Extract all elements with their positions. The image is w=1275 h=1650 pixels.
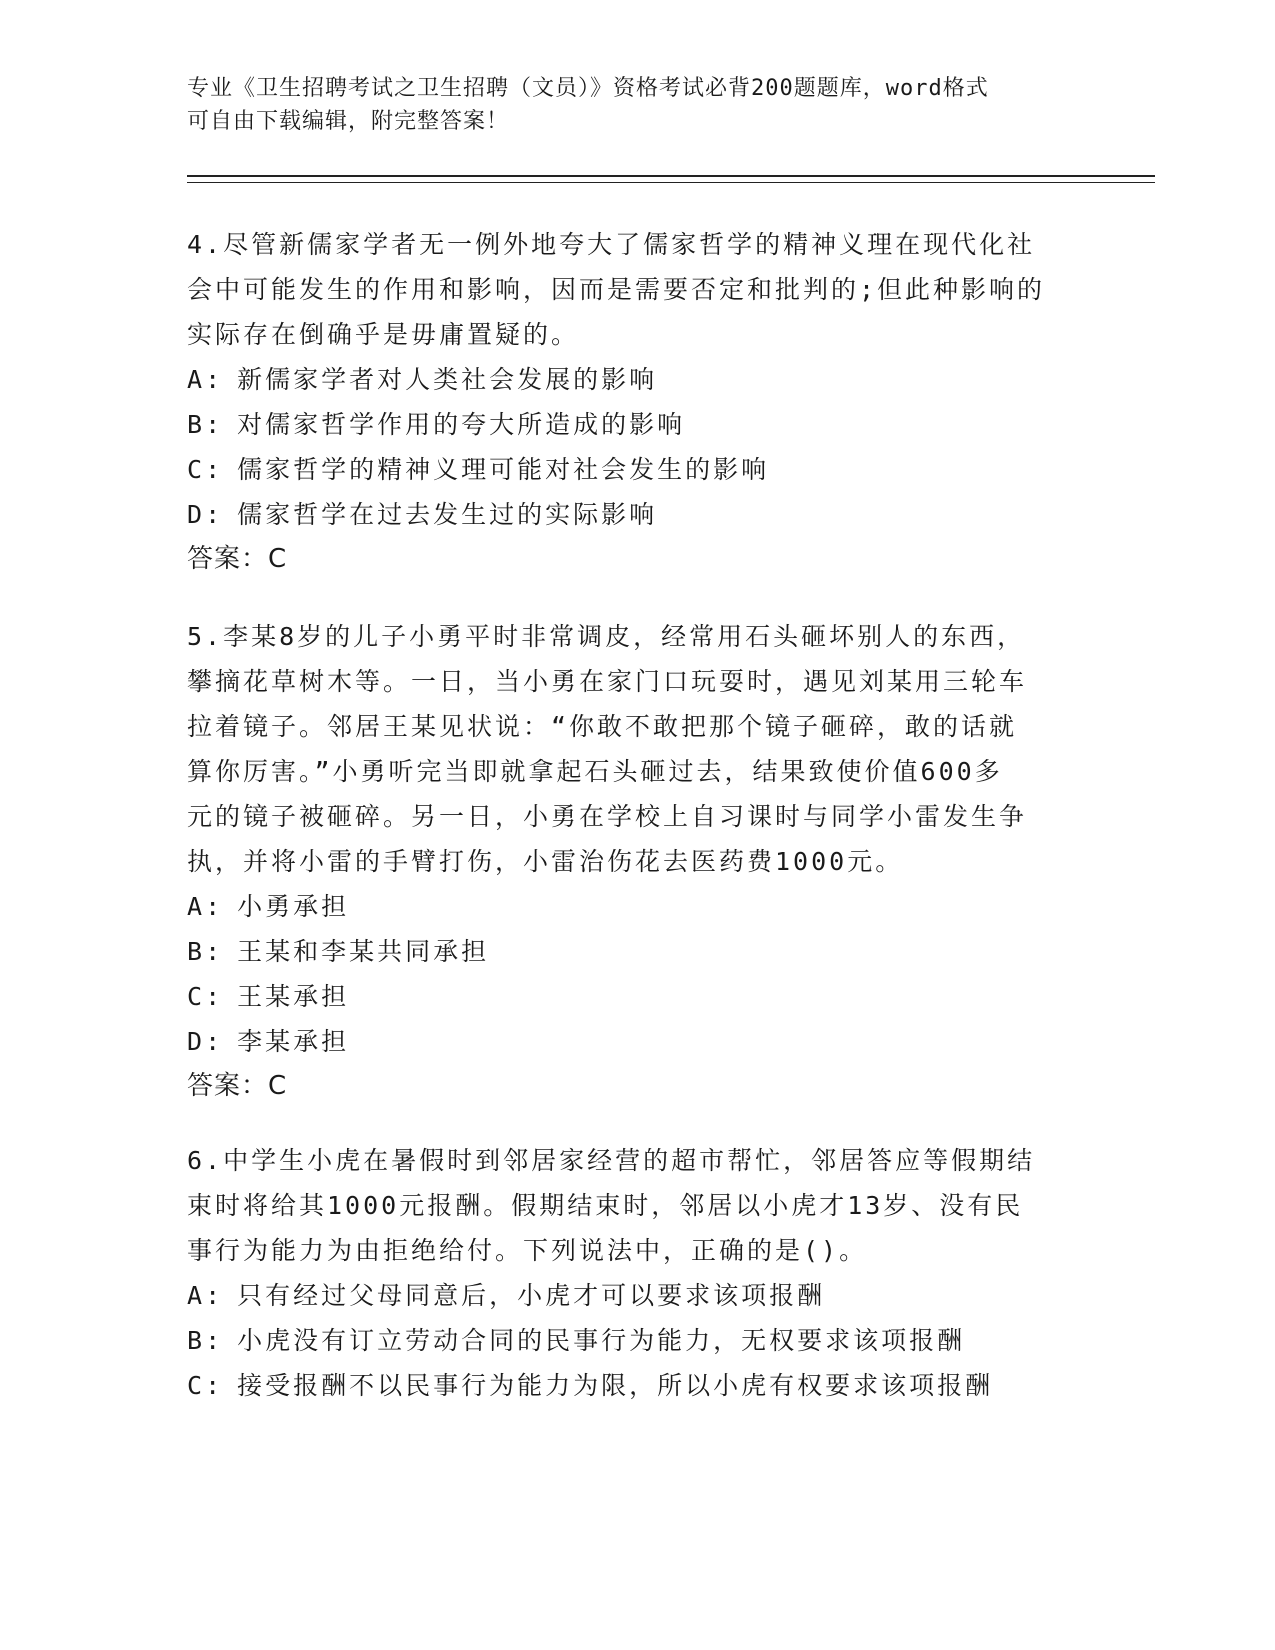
header-line-1: 专业《卫生招聘考试之卫生招聘（文员）》资格考试必背200题题库，word格式	[187, 76, 989, 101]
option-c	[187, 447, 1087, 492]
option-key: B	[187, 1326, 206, 1355]
option-separator: :	[205, 455, 224, 484]
option-separator: :	[205, 365, 224, 394]
question-stem-line: 实际存在倒确乎是毋庸置疑的。	[187, 320, 580, 349]
option-key: C	[187, 982, 206, 1011]
option-a	[187, 884, 1087, 929]
option-a	[187, 1273, 1087, 1318]
option-b	[187, 402, 1087, 447]
question-stem-line: 6.中学生小虎在暑假时到邻居家经营的超市帮忙，邻居答应等假期结	[187, 1146, 1036, 1175]
option-key: D	[187, 1027, 206, 1056]
option-key: C	[187, 1371, 206, 1400]
question-stem-line: 执，并将小雷的手臂打伤，小雷治伤花去医药费1000元。	[187, 847, 904, 876]
question-stem-line: 4.尽管新儒家学者无一例外地夸大了儒家哲学的精神义理在现代化社	[187, 230, 1036, 259]
option-text: 儒家哲学在过去发生过的实际影响	[237, 500, 658, 529]
option-text: 小虎没有订立劳动合同的民事行为能力，无权要求该项报酬	[237, 1326, 966, 1355]
question-stem-line: 拉着镜子。邻居王某见状说：“你敢不敢把那个镜子砸碎，敢的话就	[187, 712, 1018, 741]
option-a	[187, 357, 1087, 402]
document-header	[187, 72, 1087, 138]
option-separator: :	[205, 982, 224, 1011]
header-divider-thick	[187, 175, 1155, 177]
option-separator: :	[205, 1027, 224, 1056]
option-d	[187, 1019, 1087, 1064]
option-text: 李某承担	[237, 1027, 350, 1056]
option-separator: :	[205, 937, 224, 966]
question-stem-line: 元的镜子被砸碎。另一日，小勇在学校上自习课时与同学小雷发生争	[187, 802, 1028, 831]
question-stem-line: 算你厉害。”小勇听完当即就拿起石头砸过去，结果致使价值600多	[187, 757, 1003, 786]
option-b	[187, 929, 1087, 974]
question-6	[187, 1138, 1087, 1408]
option-separator: :	[205, 1371, 224, 1400]
option-key: D	[187, 500, 206, 529]
question-stem-line: 攀摘花草树木等。一日，当小勇在家门口玩耍时，遇见刘某用三轮车	[187, 667, 1028, 696]
question-stem-line: 事行为能力为由拒绝给付。下列说法中，正确的是()。	[187, 1236, 868, 1265]
option-text: 对儒家哲学作用的夸大所造成的影响	[237, 410, 686, 439]
option-text: 只有经过父母同意后，小虎才可以要求该项报酬	[237, 1281, 826, 1310]
option-key: C	[187, 455, 206, 484]
option-separator: :	[205, 1326, 224, 1355]
option-separator: :	[205, 410, 224, 439]
header-line-2: 可自由下载编辑，附完整答案！	[187, 109, 510, 134]
option-c	[187, 974, 1087, 1019]
option-c	[187, 1363, 1087, 1408]
question-stem-line: 会中可能发生的作用和影响，因而是需要否定和批判的;但此种影响的	[187, 275, 1046, 304]
question-stem-line: 5.李某8岁的儿子小勇平时非常调皮，经常用石头砸坏别人的东西，	[187, 622, 1026, 651]
option-key: A	[187, 1281, 206, 1310]
option-separator: :	[205, 1281, 224, 1310]
option-text: 王某承担	[237, 982, 350, 1011]
answer-label: 答案：C	[187, 544, 288, 574]
option-text: 王某和李某共同承担	[237, 937, 490, 966]
answer-label: 答案：C	[187, 1071, 288, 1101]
option-text: 小勇承担	[237, 892, 350, 921]
option-text: 新儒家学者对人类社会发展的影响	[237, 365, 658, 394]
option-b	[187, 1318, 1087, 1363]
question-4	[187, 222, 1087, 582]
option-text: 儒家哲学的精神义理可能对社会发生的影响	[237, 455, 770, 484]
option-text: 接受报酬不以民事行为能力为限，所以小虎有权要求该项报酬	[237, 1371, 994, 1400]
option-separator: :	[205, 500, 224, 529]
question-5	[187, 614, 1087, 1109]
option-key: B	[187, 410, 206, 439]
option-d	[187, 492, 1087, 537]
question-stem-line: 束时将给其1000元报酬。假期结束时，邻居以小虎才13岁、没有民	[187, 1191, 1024, 1220]
option-separator: :	[205, 892, 224, 921]
option-key: A	[187, 892, 206, 921]
option-key: A	[187, 365, 206, 394]
header-divider-thin	[187, 182, 1155, 183]
option-key: B	[187, 937, 206, 966]
